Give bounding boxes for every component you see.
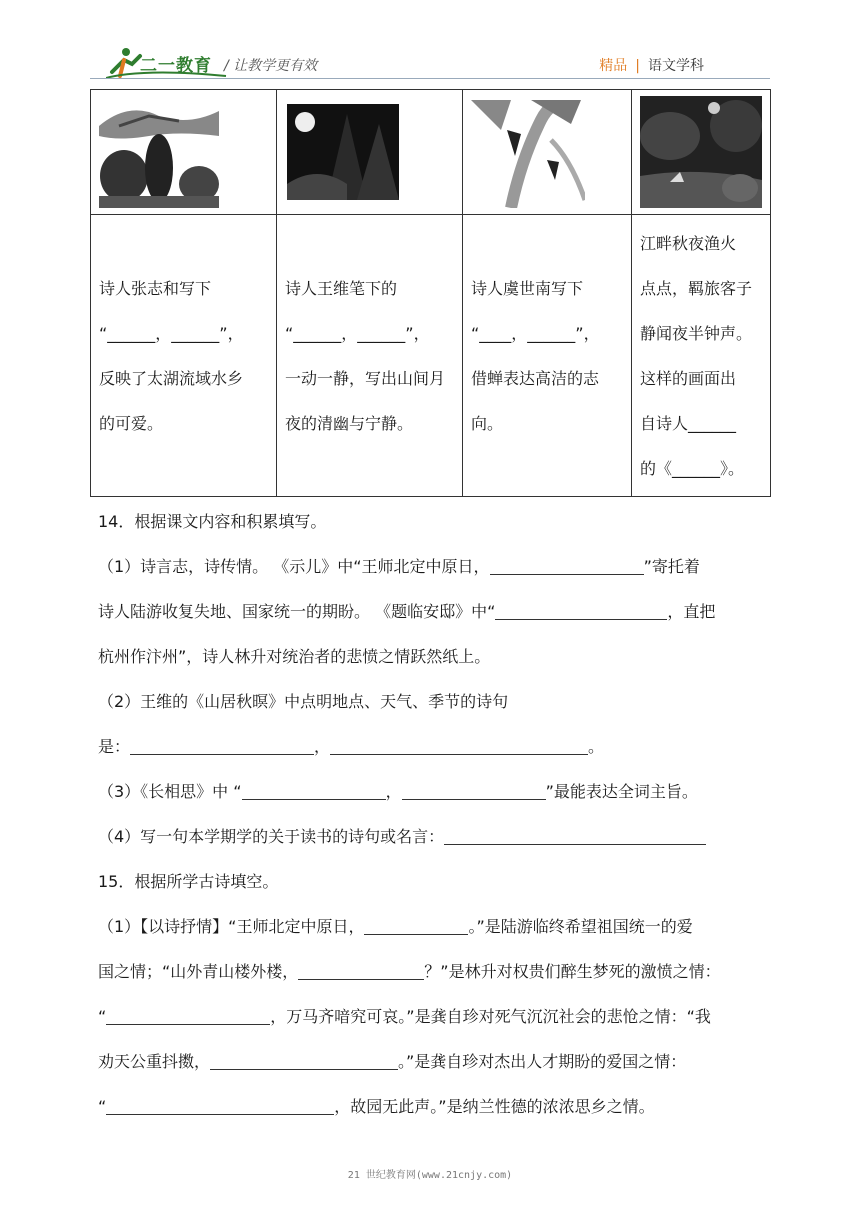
text: 。”是陆游临终希望祖国统一的爱 — [468, 917, 693, 936]
cell-line: 反映了太湖流域水乡 — [99, 368, 244, 388]
fill-blank[interactable] — [130, 736, 314, 755]
poem-cell — [277, 215, 463, 497]
text: ， — [385, 782, 402, 801]
cell-line: 江畔秋夜渔火 — [640, 233, 737, 253]
cell-line: 向。 — [471, 413, 504, 433]
q14-line — [98, 735, 770, 759]
q14-line — [98, 825, 770, 849]
text: ，万马齐喑究可哀。”是龚自珍对死气沉沉社会的悲怆之情：“我 — [270, 1007, 711, 1026]
text: “ — [98, 1097, 107, 1116]
page-header — [0, 0, 860, 82]
text: （4）写一句本学期学的关于读书的诗句或名言： — [98, 827, 445, 846]
slogan: / 让教学更有效 — [224, 58, 318, 74]
header-tags: 精品 | 语文学科 — [599, 58, 704, 74]
cell-line: “____，______”， — [471, 323, 600, 343]
cell-line: 这样的画面出 — [640, 368, 737, 388]
fill-blank[interactable] — [444, 826, 706, 845]
fill-blank[interactable] — [106, 1006, 270, 1025]
text: （1）【以诗抒情】“王师北定中原日， — [98, 917, 365, 936]
fill-blank[interactable] — [364, 916, 468, 935]
cell-line: 自诗人______ — [640, 413, 737, 433]
cell-line: 静闻夜半钟声。 — [640, 323, 753, 343]
text: ？”是林升对权贵们醉生梦死的激愤之情： — [424, 962, 721, 981]
text: ”寄托着 — [643, 557, 700, 576]
text: ， — [314, 737, 331, 756]
fill-blank[interactable] — [330, 736, 588, 755]
image-cell — [463, 90, 632, 215]
q15-line — [98, 915, 770, 939]
text: ，直把 — [667, 602, 716, 621]
cell-line: 一动一静，写出山间月 — [285, 368, 446, 388]
image-cell — [277, 90, 463, 215]
logo-text: 二一教育 — [140, 56, 212, 76]
header-divider — [90, 78, 770, 79]
q14-line — [98, 555, 770, 579]
fill-blank[interactable] — [490, 556, 644, 575]
cell-line: 诗人张志和写下 — [99, 278, 212, 298]
cell-line: 夜的清幽与宁静。 — [285, 413, 414, 433]
q14-title: 14．根据课文内容和积累填写。 — [98, 512, 327, 531]
q14-line: （2）王维的《山居秋暝》中点明地点、天气、季节的诗句 — [98, 692, 509, 711]
fill-blank[interactable] — [495, 601, 667, 620]
q15-line — [98, 1095, 770, 1119]
poem-cell — [632, 215, 771, 497]
cell-line: 的《______》。 — [640, 458, 745, 478]
cell-line: 的可爱。 — [99, 413, 164, 433]
q14-line — [98, 780, 770, 804]
cell-line: “______，______”， — [99, 323, 244, 343]
text: ”最能表达全词主旨。 — [545, 782, 698, 801]
subject-tag: 语文学科 — [648, 58, 704, 74]
text: 是： — [98, 737, 131, 756]
cell-line: 诗人虞世南写下 — [471, 278, 584, 298]
text: ，故园无此声。”是纳兰性德的浓浓思乡之情。 — [334, 1097, 655, 1116]
text: “ — [98, 1007, 107, 1026]
fill-blank[interactable] — [210, 1051, 398, 1070]
cicada-on-tree-painting-icon — [471, 100, 585, 208]
cell-line: 诗人王维笔下的 — [285, 278, 398, 298]
page-footer: 21 世纪教育网(www.21cnjy.com) — [347, 1170, 513, 1181]
q14-line — [98, 600, 770, 624]
q15-line — [98, 960, 770, 984]
q14-line: 杭州作汴州”，诗人林升对统治者的悲愤之情跃然纸上。 — [98, 647, 491, 666]
text: 诗人陆游收复失地、国家统一的期盼。 《题临安邸》中“ — [98, 602, 496, 621]
q15-line — [98, 1050, 770, 1074]
moonlit-pines-painting-icon — [287, 104, 399, 200]
cell-line: 借蝉表达高洁的志 — [471, 368, 600, 388]
fill-blank[interactable] — [402, 781, 546, 800]
fill-blank[interactable] — [242, 781, 386, 800]
image-cell — [91, 90, 277, 215]
cell-line: “______，______”， — [285, 323, 430, 343]
text: （1）诗言志，诗传情。 《示儿》中“王师北定中原日， — [98, 557, 490, 576]
fill-blank[interactable] — [298, 961, 424, 980]
image-cell — [632, 90, 771, 215]
poem-cell — [463, 215, 632, 497]
text: 国之情；“山外青山楼外楼， — [98, 962, 299, 981]
cell-line: 点点，羁旅客子 — [640, 278, 753, 298]
q15-title: 15．根据所学古诗填空。 — [98, 872, 279, 891]
text: （3）《长相思》中 “ — [98, 782, 242, 801]
quality-tag: 精品 — [599, 58, 628, 74]
text: 劝天公重抖擞， — [98, 1052, 211, 1071]
poem-cell — [91, 215, 277, 497]
poem-table — [90, 89, 771, 497]
fill-blank[interactable] — [106, 1096, 334, 1115]
night-river-boat-painting-icon — [640, 96, 762, 208]
text: 。 — [588, 737, 605, 756]
landscape-ink-painting-icon — [99, 96, 219, 208]
q15-line — [98, 1005, 770, 1029]
text: 。”是龚自珍对杰出人才期盼的爱国之情： — [398, 1052, 687, 1071]
